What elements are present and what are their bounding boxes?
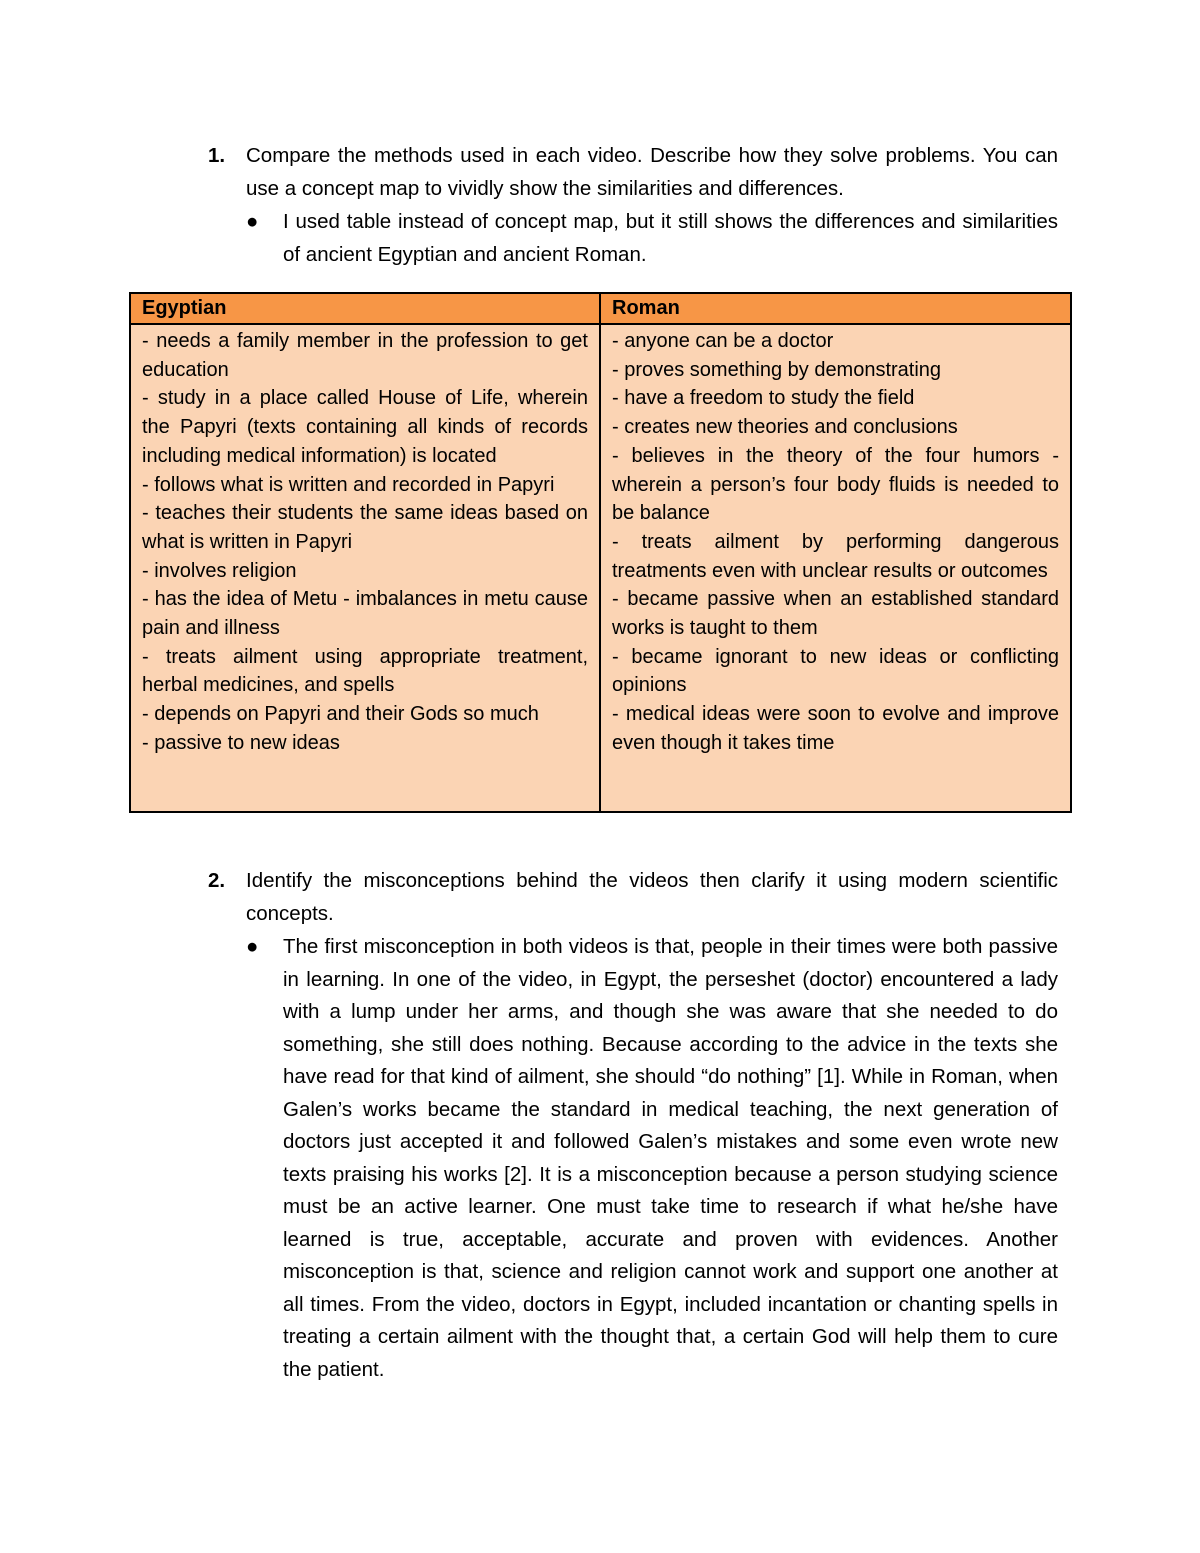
egyptian-column [130, 324, 600, 812]
roman-item: - creates new theories and conclusions [612, 416, 958, 439]
header-roman: Roman [600, 293, 1071, 324]
egyptian-item: - needs a family member in the profession to get education [142, 330, 588, 381]
question-2 [208, 865, 1058, 930]
roman-item: - treats ailment by performing dangerous treatments even with unclear results or outcomes [612, 530, 1059, 582]
table-header-row [130, 293, 1071, 324]
roman-item: - proves something by demonstrating [612, 358, 942, 381]
header-egyptian: Egyptian [130, 293, 600, 324]
egyptian-item: - study in a place called House of Life, wherein the Papyri (texts containing all kinds of records including medical information) is located [142, 387, 588, 467]
question-1-text: Compare the methods used in each video. Describe how they solve problems. You can use a concept map to vividly show the similarities and differences. [246, 144, 1058, 200]
egyptian-item: - teaches their students the same ideas based on what is written in Papyri [142, 502, 588, 553]
roman-item: - medical ideas were soon to evolve and improve even though it takes time [612, 703, 1059, 754]
roman-item: - have a freedom to study the field [612, 387, 915, 410]
egyptian-item: - passive to new ideas [142, 731, 340, 754]
roman-item: - became passive when an established standard works is taught to them [612, 588, 1059, 640]
roman-item: - believes in the theory of the four humors - wherein a person’s four body fluids is needed to be balance [612, 444, 1059, 525]
egyptian-item: - treats ailment using appropriate treatment, herbal medicines, and spells [142, 645, 588, 697]
question-1-bullet-text: I used table instead of concept map, but it still shows the differences and similarities of ancient Egyptian and ancient Roman. [283, 210, 1058, 266]
egyptian-item: - depends on Papyri and their Gods so much [142, 703, 539, 726]
question-2-bullet [246, 931, 1058, 1386]
question-1-number: 1. [208, 144, 226, 167]
egyptian-item: - follows what is written and recorded in Papyri [142, 473, 555, 496]
bullet-icon: ● [246, 210, 259, 233]
question-1 [208, 140, 1058, 205]
bullet-icon: ● [246, 935, 259, 958]
roman-item: - became ignorant to new ideas or conflicting opinions [612, 645, 1059, 697]
question-2-text: Identify the misconceptions behind the videos then clarify it using modern scientific concepts. [246, 869, 1058, 925]
egyptian-item: - has the idea of Metu - imbalances in metu cause pain and illness [142, 588, 588, 640]
question-2-bullet-text: The first misconception in both videos is that, people in their times were both passive in learning. In one of the video, in Egypt, the perseshet (doctor) encountered a lady with a lump under her arms, and though she was aware that she needed to do something, she still does nothing. Because according to the advice in the texts she have read for that kind of ailment, she should “do nothing” [1]. While in Roman, when Galen’s works became the standard in medical teaching, the next generation of doctors just accepted it and followed Galen’s mistakes and some even wrote new texts praising his works [2]. It is a misconception because a person studying science must be an active learner. One must take time to research if what he/she have learned is true, acceptable, accurate and proven with evidences. Another misconception is that, science and religion cannot work and support one another at all times. From the video, doctors in Egypt, included incantation or chanting spells in treating a certain ailment with the thought that, a certain God will help them to cure the patient. [283, 935, 1058, 1381]
roman-item: - anyone can be a doctor [612, 330, 834, 352]
question-1-bullet [246, 206, 1058, 271]
roman-column [600, 324, 1071, 812]
question-2-number: 2. [208, 869, 226, 892]
egyptian-item: - involves religion [142, 559, 297, 582]
comparison-table [129, 292, 1072, 813]
table-body-row [130, 324, 1071, 812]
